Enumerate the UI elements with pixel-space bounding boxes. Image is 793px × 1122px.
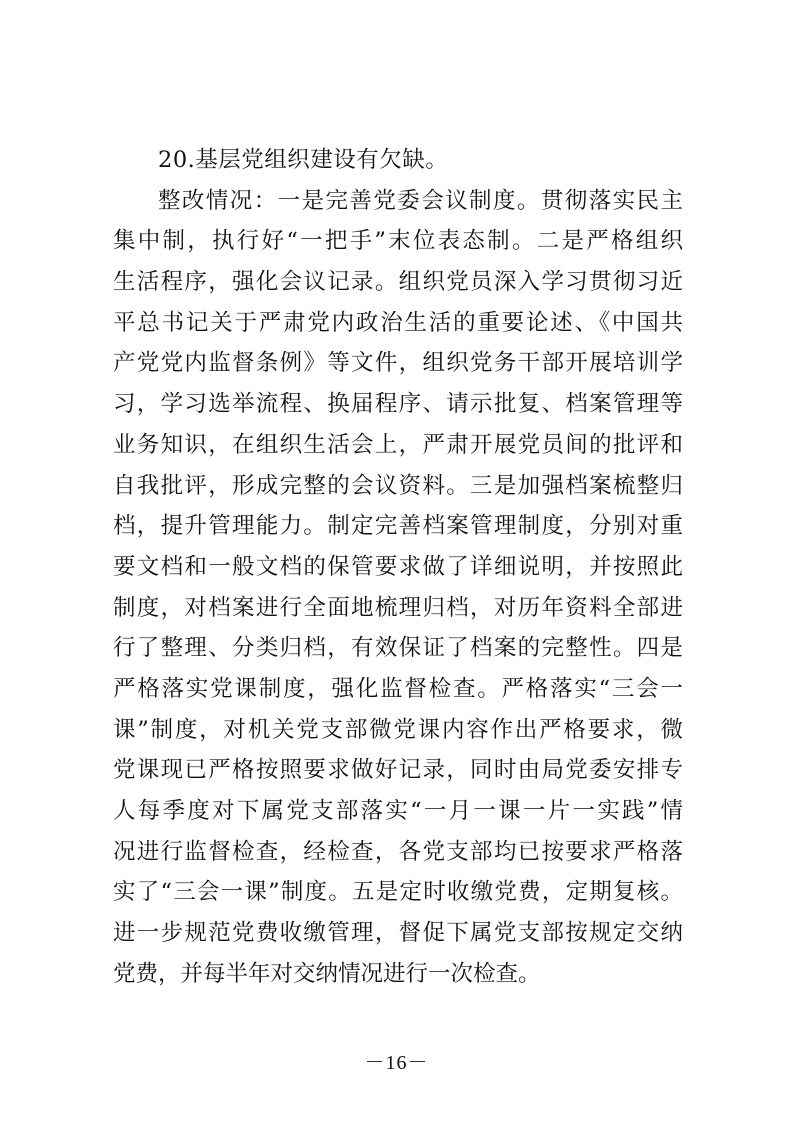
paragraph-line: 制度，对档案进行全面地梳理归档，对历年资料全部进 [113,594,683,621]
paragraph-line: 党费，并每半年对交纳情况进行一次检查。 [113,960,541,987]
paragraph-line: 集中制，执行好“一把手”末位表态制。二是严格组织 [113,228,683,255]
paragraph-line: 实了“三会一课”制度。五是定时收缴党费，定期复核。 [113,879,683,906]
paragraph-line: 档，提升管理能力。制定完善档案管理制度，分别对重 [113,513,683,540]
paragraph-line: 整改情况：一是完善党委会议制度。贯彻落实民主 [158,187,683,214]
paragraph-line: 平总书记关于严肃党内政治生活的重要论述、《中国共 [113,309,683,336]
document-content [113,140,683,994]
page-number: －16－ [364,1052,429,1074]
paragraph-line: 况进行监督检查，经检查，各党支部均已按要求严格落 [113,838,683,865]
paragraph-line: 生活程序，强化会议记录。组织党员深入学习贯彻习近 [113,269,683,296]
paragraph-line: 党课现已严格按照要求做好记录，同时由局党委安排专 [113,757,683,784]
paragraph-line: 行了整理、分类归档，有效保证了档案的完整性。四是 [113,635,683,662]
section-heading: 20.基层党组织建设有欠缺。 [158,147,449,173]
paragraph-line: 要文档和一般文档的保管要求做了详细说明，并按照此 [113,553,683,580]
paragraph-line: 产党党内监督条例》等文件，组织党务干部开展培训学 [113,350,683,377]
rectification-paragraph [113,181,683,995]
paragraph-line: 自我批评，形成完整的会议资料。三是加强档案梳整归 [113,472,683,499]
paragraph-line: 人每季度对下属党支部落实“一月一课一片一实践”情 [113,798,683,825]
paragraph-line: 课”制度，对机关党支部微党课内容作出严格要求，微 [113,716,683,743]
paragraph-line: 严格落实党课制度，强化监督检查。严格落实“三会一 [113,675,683,702]
paragraph-line: 习，学习选举流程、换届程序、请示批复、档案管理等 [113,391,683,418]
paragraph-line: 业务知识，在组织生活会上，严肃开展党员间的批评和 [113,431,683,458]
paragraph-line: 进一步规范党费收缴管理，督促下属党支部按规定交纳 [113,920,683,947]
